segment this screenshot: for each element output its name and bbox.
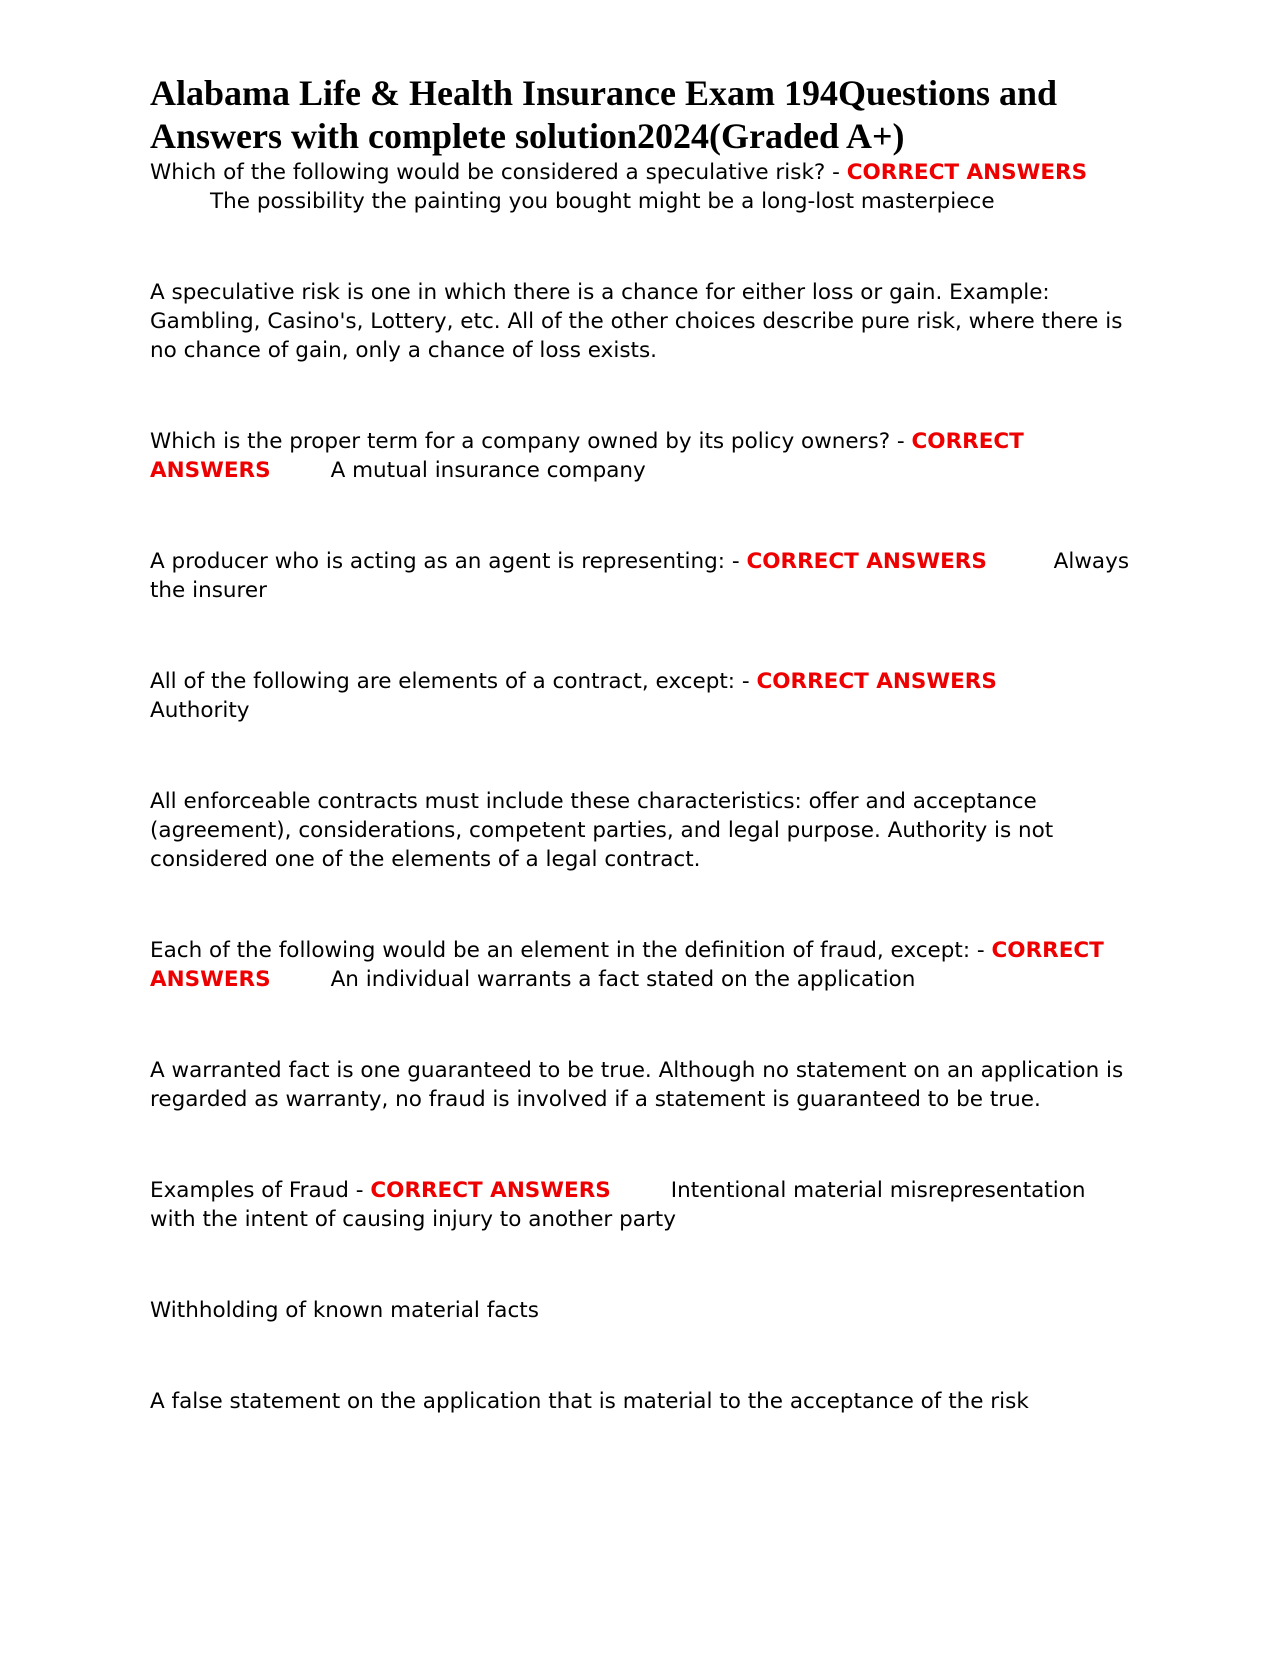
explanation-text: A warranted fact is one guaranteed to be true. Although no statement on an application is regarded as warranty, no fraud is involved if a statement is guaranteed to be true. <box>150 1058 1124 1112</box>
answer-text: An individual warrants a fact stated on the application <box>330 967 916 992</box>
correct-answers-label: CORRECT ANSWERS <box>150 429 1024 483</box>
question-text: Which of the following would be considered a speculative risk? - <box>150 160 847 185</box>
document-title: Alabama Life & Health Insurance Exam 194Questions and Answers with complete solution2024(Graded A+) <box>150 73 1058 156</box>
correct-answers-label: CORRECT ANSWERS <box>370 1178 611 1203</box>
question-text: Which is the proper term for a company owned by its policy owners? - <box>150 429 912 454</box>
correct-answers-label: CORRECT ANSWERS <box>756 669 997 694</box>
qa-item <box>150 158 1130 216</box>
qa-item <box>150 547 1130 605</box>
document-page <box>150 72 1130 1478</box>
explanation-text: Withholding of known material facts <box>150 1298 539 1323</box>
answer-text: A mutual insurance company <box>330 458 646 483</box>
correct-answers-label: CORRECT ANSWERS <box>746 549 987 574</box>
explanation-text: A speculative risk is one in which there is a chance for either loss or gain. Example: Gambling, Casino's, Lottery, etc. All of the other choices describe pure risk, where there is no chance of gain, only a chance of loss exists. <box>150 280 1123 363</box>
question-text: Each of the following would be an element in the definition of fraud, except: - <box>150 938 992 963</box>
qa-item <box>150 936 1130 994</box>
question-text: Examples of Fraud - <box>150 1178 371 1203</box>
correct-answers-label: CORRECT ANSWERS <box>846 160 1088 185</box>
answer-text: Always the insurer <box>150 549 1130 603</box>
answer-text: Intentional material misrepresentation with the intent of causing injury to another party <box>150 1178 1086 1232</box>
correct-answers-label: CORRECT ANSWERS <box>150 938 1104 992</box>
explanation-text: All enforceable contracts must include these characteristics: offer and acceptance (agreement), considerations, competent parties, and legal purpose. Authority is not considered one of the elements of a legal contract. <box>150 789 1054 872</box>
question-text: All of the following are elements of a contract, except: - <box>150 669 757 694</box>
answer-text: Authority <box>150 698 250 723</box>
explanation-text: A false statement on the application that is material to the acceptance of the risk <box>150 1389 1029 1414</box>
qa-item <box>150 667 1130 725</box>
question-text: A producer who is acting as an agent is representing: - <box>150 549 747 574</box>
qa-item <box>150 427 1130 485</box>
qa-item <box>150 1176 1130 1234</box>
answer-text: The possibility the painting you bought might be a long-lost masterpiece <box>210 189 995 214</box>
